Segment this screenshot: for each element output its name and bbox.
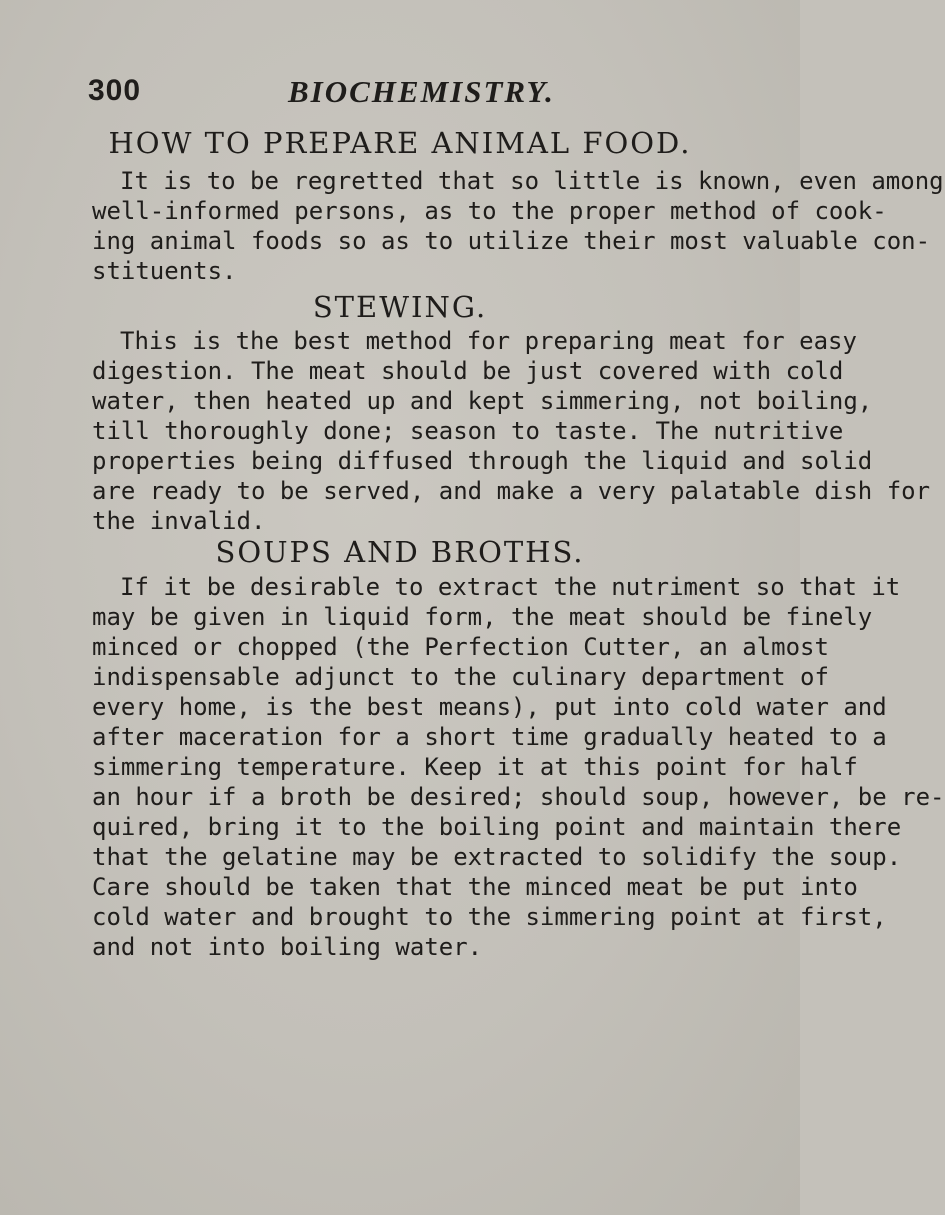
text-line: the invalid. [92, 507, 266, 535]
text-line: stituents. [92, 257, 237, 285]
text-line: indispensable adjunct to the culinary department of [92, 663, 829, 691]
running-title: BIOCHEMISTRY. [288, 74, 555, 109]
text-line: every home, is the best means), put into cold water and [92, 693, 887, 721]
text-line: simmering temperature. Keep it at this point for half [92, 753, 858, 781]
section-heading-soups-and-broths: SOUPS AND BROTHS. [215, 535, 585, 569]
text-line: cold water and brought to the simmering point at first, [92, 903, 887, 931]
text-line: If it be desirable to extract the nutriment so that it [120, 573, 901, 601]
running-head [88, 74, 710, 114]
text-line: till thoroughly done; season to taste. The nutritive [92, 417, 844, 445]
text-line: an hour if a broth be desired; should soup, however, be re- [92, 783, 945, 811]
text-line: water, then heated up and kept simmering, not boiling, [92, 387, 873, 415]
text-line: quired, bring it to the boiling point and maintain there [92, 813, 902, 841]
text-line: well-informed persons, as to the proper method of cook- [92, 197, 887, 225]
text-line: It is to be regretted that so little is known, even among [120, 167, 944, 195]
text-line: ing animal foods so as to utilize their most valuable con- [92, 227, 931, 255]
page-number: 300 [88, 74, 142, 107]
text-line: This is the best method for preparing meat for easy [120, 327, 857, 355]
text-line: are ready to be served, and make a very palatable dish for [92, 477, 931, 505]
section-heading-stewing: STEWING. [312, 290, 488, 324]
text-line: after maceration for a short time gradually heated to a [92, 723, 887, 751]
text-line: Care should be taken that the minced meat be put into [92, 873, 858, 901]
text-line: minced or chopped (the Perfection Cutter, an almost [92, 633, 829, 661]
text-line: and not into boiling water. [92, 933, 483, 961]
text-line: properties being diffused through the liquid and solid [92, 447, 873, 475]
text-line: that the gelatine may be extracted to solidify the soup. [92, 843, 902, 871]
text-line: digestion. The meat should be just covered with cold [92, 357, 844, 385]
text-line: may be given in liquid form, the meat should be finely [92, 603, 873, 631]
chapter-title: HOW TO PREPARE ANIMAL FOOD. [108, 126, 692, 160]
